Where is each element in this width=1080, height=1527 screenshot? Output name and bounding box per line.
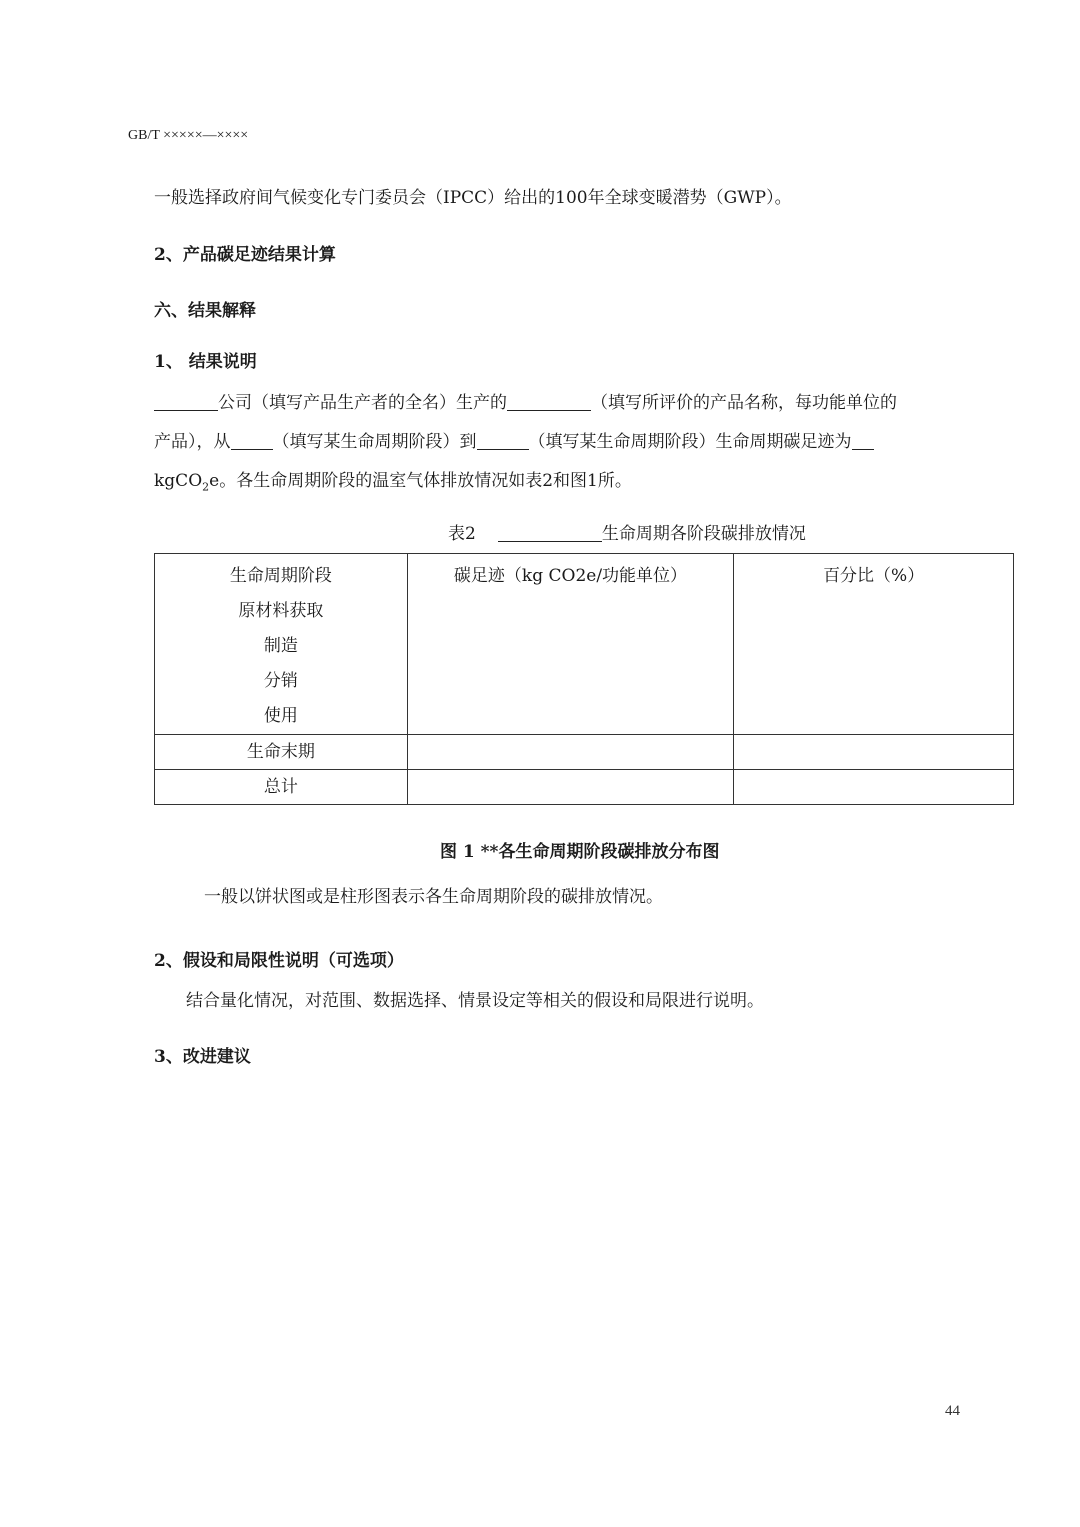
table-row <box>155 735 1014 770</box>
blank-table-product <box>498 523 602 542</box>
figure-1-caption: 图 1 **各生命周期阶段碳排放分布图 <box>440 842 720 862</box>
result-text-2c: （填写某生命周期阶段）生命周期碳足迹为 <box>528 432 852 452</box>
result-text-3b: e。各生命周期阶段的温室气体排放情况如表2和图1所。 <box>209 471 632 491</box>
stage-raw-material: 原材料获取 <box>238 601 324 621</box>
footprint-column-cell <box>407 554 734 735</box>
result-text-2b: （填写某生命周期阶段）到 <box>272 432 477 452</box>
result-text-1b: （填写所评价的产品名称，每功能单位的 <box>591 393 897 413</box>
stage-distribution: 分销 <box>263 671 298 691</box>
figure-note-paragraph: 一般以饼状图或是柱形图表示各生命周期阶段的碳排放情况。 <box>204 887 663 907</box>
table-2-caption <box>448 519 806 544</box>
result-text-2a: 产品），从 <box>154 432 231 452</box>
empty-cell <box>734 735 1014 770</box>
result-paragraph-line-2 <box>154 427 874 452</box>
blank-company-name <box>154 392 218 411</box>
table-2-title: 生命周期各阶段碳排放情况 <box>601 524 806 544</box>
header-percentage: 百分比（%） <box>823 566 925 586</box>
result-text-1a: 公司（填写产品生产者的全名）生产的 <box>218 393 507 413</box>
gwp-paragraph: 一般选择政府间气候变化专门委员会（IPCC）给出的100年全球变暖潜势（GWP）。 <box>154 188 792 208</box>
blank-footprint-value <box>852 431 874 450</box>
table-row <box>155 554 1014 735</box>
table-2-label: 表2 <box>448 524 476 544</box>
header-lifecycle-stage: 生命周期阶段 <box>229 566 332 586</box>
empty-cell <box>407 735 734 770</box>
header-carbon-footprint: 碳足迹（kg CO2e/功能单位） <box>453 566 688 586</box>
blank-end-stage <box>477 431 529 450</box>
heading-result-description: 1、 结果说明 <box>154 352 257 372</box>
result-paragraph-line-1 <box>154 388 897 413</box>
stage-use: 使用 <box>263 706 298 726</box>
table-2 <box>154 553 1014 805</box>
stage-manufacturing: 制造 <box>263 636 298 656</box>
blank-product-name <box>507 392 591 411</box>
blank-start-stage <box>231 431 273 450</box>
result-paragraph-line-3 <box>154 466 632 493</box>
unit-kgco2e: kgCO <box>154 471 203 491</box>
stage-end-of-life: 生命末期 <box>155 735 408 770</box>
percentage-column-cell <box>734 554 1014 735</box>
stage-column-cell <box>155 554 408 735</box>
page-number: 44 <box>945 1403 960 1419</box>
empty-cell <box>734 770 1014 805</box>
heading-footprint-calculation: 2、产品碳足迹结果计算 <box>154 245 336 265</box>
row-total: 总计 <box>155 770 408 805</box>
unit-subscript: 2 <box>202 480 210 494</box>
heading-improvement: 3、改进建议 <box>154 1047 251 1067</box>
assumptions-paragraph: 结合量化情况，对范围、数据选择、情景设定等相关的假设和局限进行说明。 <box>186 991 764 1011</box>
document-code: GB/T ×××××—×××× <box>128 128 249 143</box>
heading-section-six: 六、结果解释 <box>154 301 256 321</box>
empty-cell <box>407 770 734 805</box>
table-row <box>155 770 1014 805</box>
heading-assumptions: 2、假设和局限性说明（可选项） <box>154 951 404 971</box>
